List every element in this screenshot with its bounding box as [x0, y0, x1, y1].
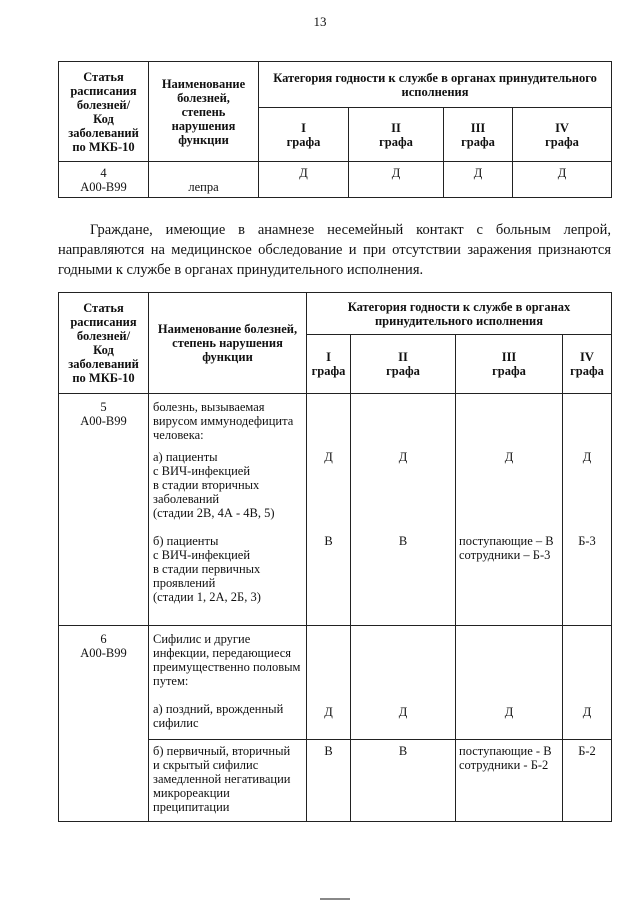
- disease-subitem-a: а) поздний, врожденный сифилис: [153, 702, 284, 730]
- category-value: Д: [504, 450, 514, 464]
- header-grafa-1: I графа: [307, 335, 351, 394]
- category-value: В: [398, 534, 408, 548]
- article-code-6: 6 А00-В99: [59, 626, 149, 822]
- disease-intro: Сифилис и другие инфекции, передающиеся преимущественно половым путем:: [153, 632, 301, 688]
- scan-mark: [320, 898, 350, 900]
- header-grafa-2: II графа: [349, 108, 444, 162]
- category-value: В: [351, 740, 456, 822]
- disease-subitem-a: а) пациенты с ВИЧ-инфекцией в стадии вторичных заболеваний (стадии 2В, 4А - 4В, 5): [153, 450, 275, 520]
- table-category-leprosy: [58, 61, 612, 198]
- header-grafa-1: I графа: [259, 108, 349, 162]
- header-article: Статья расписания болезней/ Код заболеваний по МКБ-10: [59, 293, 149, 394]
- header-grafa-4: IV графа: [563, 335, 612, 394]
- category-value: Д: [259, 162, 349, 198]
- grafa-3-values: [456, 394, 563, 626]
- page-number: 13: [313, 14, 327, 29]
- category-value: В: [324, 534, 333, 548]
- disease-subitem-b: б) пациенты с ВИЧ-инфекцией в стадии первичных проявлений (стадии 1, 2А, 2Б, 3): [153, 534, 261, 604]
- header-grafa-3: III графа: [456, 335, 563, 394]
- disease-intro: болезнь, вызываемая вирусом иммунодефицита человека:: [153, 400, 294, 442]
- disease-syphilis: [149, 626, 307, 740]
- category-value: Б-3: [578, 534, 596, 548]
- category-value: Б-2: [563, 740, 612, 822]
- grafa-1-values: [307, 394, 351, 626]
- category-value: Д: [456, 626, 563, 740]
- grafa-4-values: [563, 394, 612, 626]
- disease-subitem-b: б) первичный, вторичный и скрытый сифилис замедленной негативации микрореакции преципитации: [149, 740, 307, 822]
- disease-name: лепра: [149, 162, 259, 198]
- header-grafa-3: III графа: [444, 108, 513, 162]
- category-value: Д: [513, 162, 612, 198]
- disease-hiv: [149, 394, 307, 626]
- category-value: Д: [444, 162, 513, 198]
- category-value: Д: [324, 450, 333, 464]
- header-category: Категория годности к службе в органах принудительного исполнения: [307, 293, 612, 335]
- category-value: В: [307, 740, 351, 822]
- category-value: поступающие – В сотрудники – Б-3: [459, 534, 554, 562]
- category-value: Д: [349, 162, 444, 198]
- category-value: Д: [563, 626, 612, 740]
- header-disease-name: Наименование болезней, степень нарушения функции: [149, 293, 307, 394]
- header-category: Категория годности к службе в органах принудительного исполнения: [259, 62, 612, 108]
- article-code-5: 5 А00-В99: [59, 394, 149, 626]
- category-value: Д: [582, 450, 592, 464]
- header-grafa-4: IV графа: [513, 108, 612, 162]
- category-value: Д: [351, 626, 456, 740]
- header-article: Статья расписания болезней/ Код заболеваний по МКБ-10: [59, 62, 149, 162]
- grafa-2-values: [351, 394, 456, 626]
- article-code: 4 А00-В99: [59, 162, 149, 198]
- category-value: Д: [398, 450, 408, 464]
- table-category-infections: [58, 292, 612, 822]
- category-value: Д: [307, 626, 351, 740]
- header-grafa-2: II графа: [351, 335, 456, 394]
- category-value: поступающие - В сотрудники - Б-2: [456, 740, 563, 822]
- header-disease-name: Наименование болезней, степень нарушения функции: [149, 62, 259, 162]
- body-paragraph: Граждане, имеющие в анамнезе несемейный контакт с больным лепрой, направляются на медицинское обследование и при отсутствии заражения признаются годными к службе в органах принудительного исполнения.: [58, 222, 611, 278]
